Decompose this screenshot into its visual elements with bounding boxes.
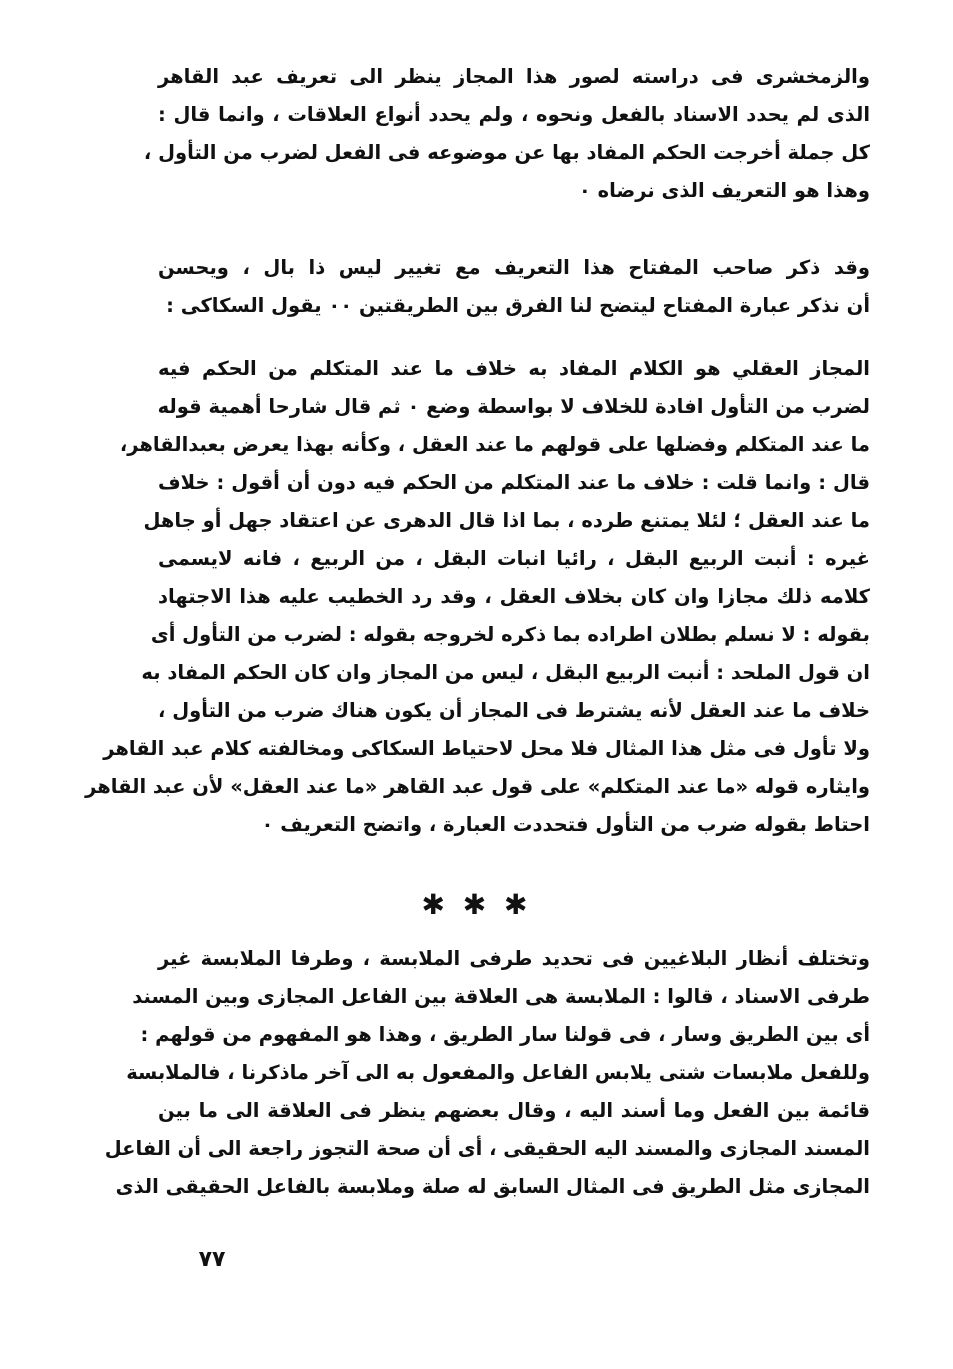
text-line: وايثاره قوله «ما عند المتكلم» على قول عبد القاهر «ما عند العقل» لأن عبد القاهر [85,775,870,798]
text-line: وتختلف أنظار البلاغيين فى تحديد طرفى الملابسة ، وطرفا الملابسة غير [158,947,870,970]
section-separator: ✱ ✱ ✱ [421,888,532,921]
text-line: وهذا هو التعريف الذى نرضاه ٠ [578,179,870,202]
text-line: والزمخشرى فى دراسته لصور هذا المجاز ينظر الى تعريف عبد القاهر [158,65,870,88]
text-line: احتاط بقوله ضرب من التأول فتحددت العبارة ، واتضح التعريف ٠ [261,813,870,836]
text-line: ما عند المتكلم وفضلها على قولهم ما عند العقل ، وكأنه بهذا يعرض بعبدالقاهر، [119,433,870,456]
text-line: كل جملة أخرجت الحكم المفاد بها عن موضوعه فى الفعل لضرب من التأول ، [143,141,870,164]
paragraph-mulabasa [104,940,870,1206]
page-number: ٧٧ [198,1247,226,1272]
text-line: قائمة بين الفعل وما أسند اليه ، وقال بعضهم ينظر فى العلاقة الى ما بين [158,1099,870,1122]
paragraph-zamakhshari [143,58,870,210]
text-line: بقوله : لا نسلم بطلان اطراده بما ذكره لخروجه بقوله : لضرب من التأول أى [150,623,870,646]
text-line: وللفعل ملابسات شتى يلابس الفاعل والمفعول به الى آخر ماذكرنا ، فالملابسة [126,1061,870,1084]
text-line: خلاف ما عند العقل لأنه يشترط فى المجاز أن يكون هناك ضرب من التأول ، [158,699,870,722]
text-line: ان قول الملحد : أنبت الربيع البقل ، ليس من المجاز وان كان الحكم المفاد به [141,661,870,684]
paragraph-sakkaki-quote [85,350,870,844]
text-line: المسند المجازى والمسند اليه الحقيقى ، أى أن صحة التجوز راجعة الى أن الفاعل [104,1137,870,1160]
text-line: المجازى مثل الطريق فى المثال السابق له صلة وملابسة بالفاعل الحقيقى الذى [115,1175,870,1198]
text-line: الذى لم يحدد الاسناد بالفعل ونحوه ، ولم يحدد أنواع العلاقات ، وانما قال : [158,103,870,126]
text-line: أى بين الطريق وسار ، فى قولنا سار الطريق ، وهذا هو المفهوم من قولهم : [140,1023,870,1046]
text-line: طرفى الاسناد ، قالوا : الملابسة هى العلاقة بين الفاعل المجازى وبين المسند [132,985,870,1008]
text-line: أن نذكر عبارة المفتاح ليتضح لنا الفرق بين الطريقتين ٠٠ يقول السكاكى : [166,294,870,317]
text-line: ما عند العقل ؛ لئلا يمتنع طرده ، بما اذا قال الدهرى عن اعتقاد جهل أو جاهل [143,509,870,532]
text-line: ولا تأول فى مثل هذا المثال فلا محل لاحتياط السكاكى ومخالفته كلام عبد القاهر [103,737,870,760]
paragraph-miftah [158,249,870,325]
text-line: قال : وانما قلت : خلاف ما عند المتكلم من الحكم فيه دون أن أقول : خلاف [158,471,870,494]
text-line: المجاز العقلي هو الكلام المفاد به خلاف ما عند المتكلم من الحكم فيه [158,357,870,380]
text-line: وقد ذكر صاحب المفتاح هذا التعريف مع تغيير ليس ذا بال ، ويحسن [158,256,870,279]
text-line: كلامه ذلك مجازا وان كان بخلاف العقل ، وقد رد الخطيب عليه هذا الاجتهاد [158,585,870,608]
text-line: لضرب من التأول افادة للخلاف لا بواسطة وضع ٠ ثم قال شارحا أهمية قوله [157,395,870,418]
text-line: غيره : أنبت الربيع البقل ، رائيا انبات البقل ، من الربيع ، فانه لايسمى [158,547,870,570]
